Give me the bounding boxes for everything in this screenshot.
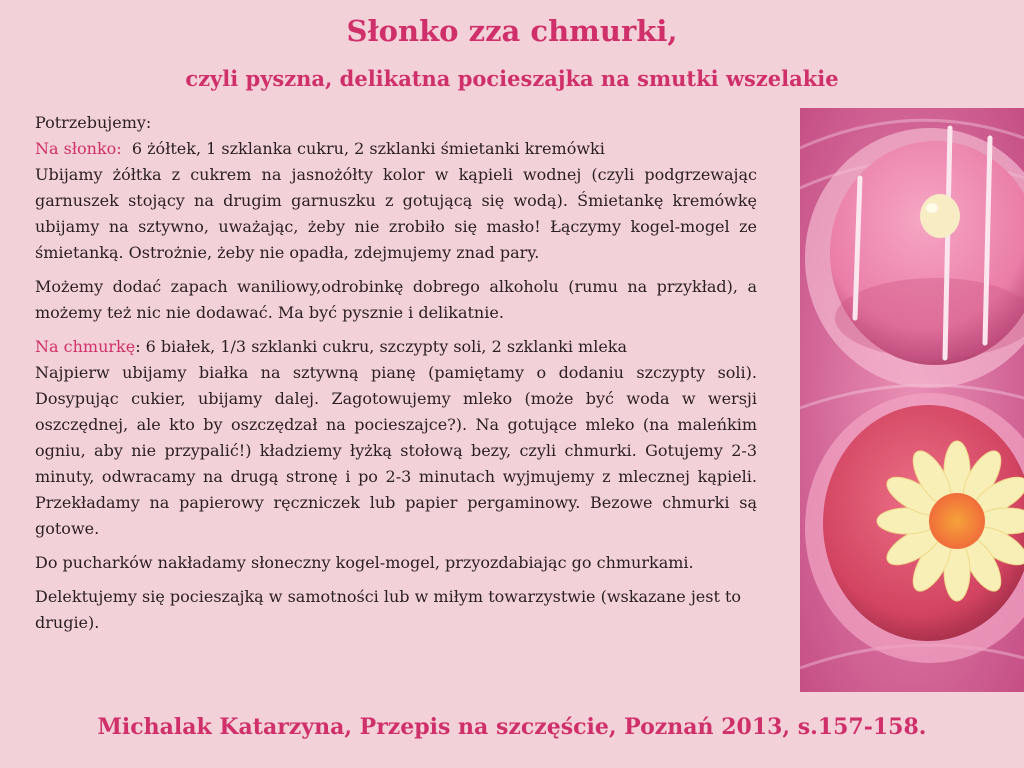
page-title: Słonko zza chmurki,: [346, 14, 678, 48]
sun-note: Możemy dodać zapach waniliowy,odrobinkę dobrego alkoholu (rumu na przykład), a możemy też nic nie dodawać. Ma być pysznie i delikatnie.: [35, 277, 757, 322]
cake-photo: [800, 108, 1024, 692]
cloud-ingredients: : 6 białek, 1/3 szklanki cukru, szczypty soli, 2 szklanki mleka: [135, 337, 628, 356]
page-subtitle: czyli pyszna, delikatna pocieszajka na smutki wszelakie: [185, 66, 839, 91]
source-citation: Michalak Katarzyna, Przepis na szczęście, Poznań 2013, s.157-158.: [97, 714, 927, 740]
cloud-label: Na chmurkę: [35, 337, 136, 356]
cloud-ingredients-line: [35, 334, 757, 360]
flower-center: [929, 493, 985, 549]
cloud-method: Najpierw ubijamy białka na sztywną pianę (pamiętamy o dodaniu szczypty soli). Dosypując cukier, ubijamy dalej. Zagotowujemy mleko (może być woda w wersji oszczędnej, ale kto by oszczędzał na pocieszajce?). Na gotujące mleko (na maleńkim ogniu, aby nie przypalić!) kładziemy łyżką stołową bezy, czyli chmurki. Gotujemy 2-3 minuty, odwracamy na drugą stronę i po 2-3 minutach wyjmujemy z mlecznej kąpieli. Przekładamy na papierowy ręczniczek lub papier pergaminowy. Bezowe chmurki są gotowe.: [35, 363, 757, 538]
closing-line: Delektujemy się pocieszajką w samotności lub w miłym towarzystwie (wskazane jest to drugie).: [35, 587, 742, 632]
sun-label: Na słonko:: [35, 139, 122, 158]
sun-method: Ubijamy żółtka z cukrem na jasnożółty kolor w kąpieli wodnej (czyli podgrzewając garnuszek stojący na drugim garnuszku z gotującą się wodą). Śmietankę kremówkę ubijamy na sztywno, uważając, żeby nie zrobiło się masło! Łączymy kogel-mogel ze śmietanką. Ostrożnie, żeby nie opadła, zdejmujemy znad pary.: [35, 165, 757, 262]
sun-ingredients-line: [35, 136, 757, 162]
sun-ingredients: 6 żółtek, 1 szklanka cukru, 2 szklanki śmietanki kremówki: [131, 139, 605, 158]
intro-line: Potrzebujemy:: [35, 113, 152, 132]
cream-dot: [920, 194, 960, 238]
serving-instruction: Do pucharków nakładamy słoneczny kogel-mogel, przyozdabiając go chmurkami.: [35, 553, 694, 572]
recipe-body: [35, 110, 757, 644]
